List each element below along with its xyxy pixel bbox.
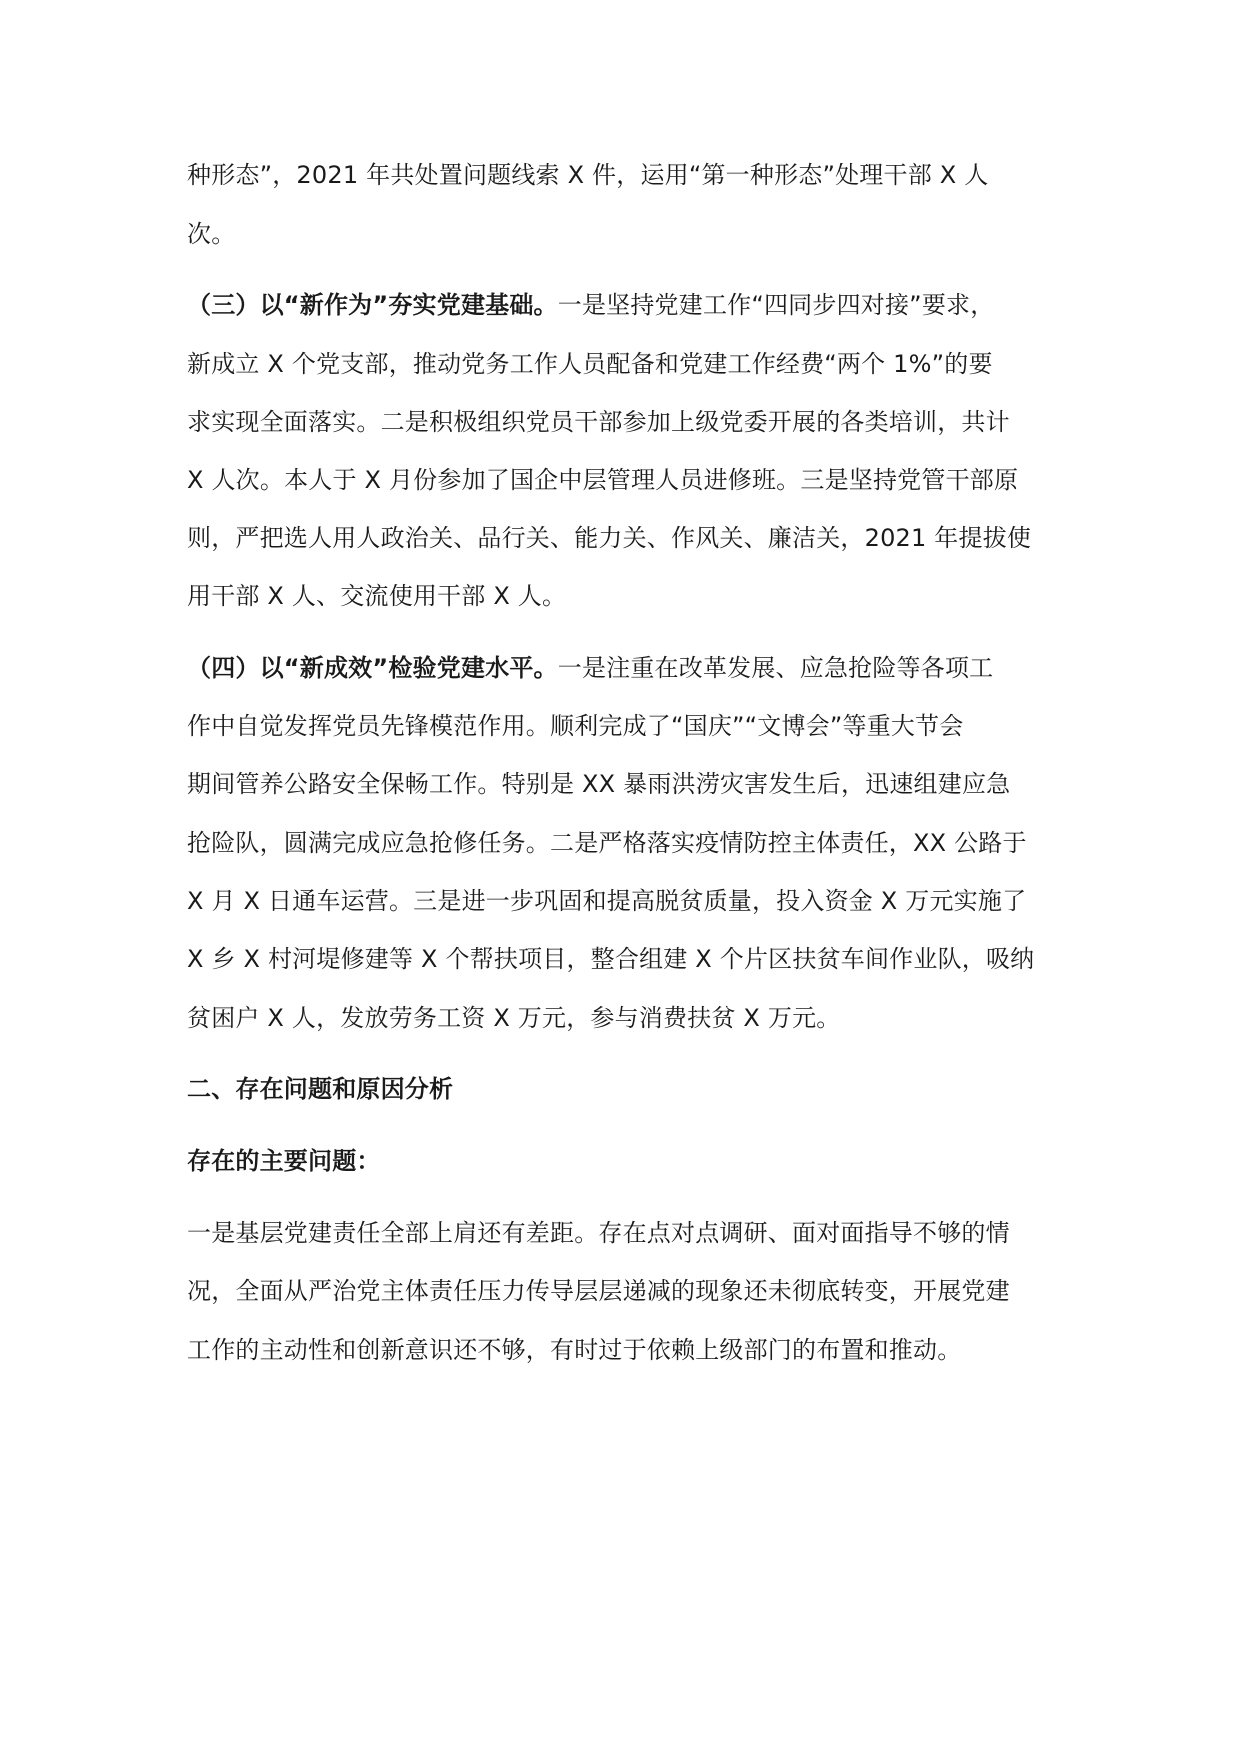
section-two-heading: 二、存在问题和原因分析 bbox=[187, 1075, 454, 1103]
section-four-first-line bbox=[187, 651, 1067, 685]
section-three-first-line-text: 一是坚持党建工作“四同步四对接”要求， bbox=[557, 291, 995, 319]
body-text-line: 一是基层党建责任全部上肩还有差距。存在点对点调研、面对面指导不够的情 bbox=[187, 1219, 1010, 1247]
body-text-line: 新成立 X 个党支部，推动党务工作人员配备和党建工作经费“两个 1%”的要 bbox=[187, 350, 993, 378]
body-text-line: 工作的主动性和创新意识还不够，有时过于依赖上级部门的布置和推动。 bbox=[187, 1336, 962, 1364]
body-text-line: 抢险队，圆满完成应急抢修任务。二是严格落实疫情防控主体责任，XX 公路于 bbox=[187, 829, 1027, 857]
body-text-line: 求实现全面落实。二是积极组织党员干部参加上级党委开展的各类培训，共计 bbox=[187, 408, 1010, 436]
body-text-line: 则，严把选人用人政治关、品行关、能力关、作风关、廉洁关，2021 年提拔使 bbox=[187, 524, 1032, 552]
body-text-line: X 人次。本人于 X 月份参加了国企中层管理人员进修班。三是坚持党管干部原 bbox=[187, 466, 1019, 494]
body-text-line: 况，全面从严治党主体责任压力传导层层递减的现象还未彻底转变，开展党建 bbox=[187, 1277, 1010, 1305]
body-text-line: X 乡 X 村河堤修建等 X 个帮扶项目，整合组建 X 个片区扶贫车间作业队，吸纳 bbox=[187, 945, 1035, 973]
body-text-line: 次。 bbox=[187, 220, 236, 248]
body-text-line: 贫困户 X 人，发放劳务工资 X 万元，参与消费扶贫 X 万元。 bbox=[187, 1004, 841, 1032]
section-three-first-line bbox=[187, 288, 1067, 322]
section-four-first-line-text: 一是注重在改革发展、应急抢险等各项工 bbox=[557, 654, 994, 682]
body-text-line: 种形态”，2021 年共处置问题线索 X 件，运用“第一种形态”处理干部 X 人 bbox=[187, 161, 989, 189]
body-text-line: 期间管养公路安全保畅工作。特别是 XX 暴雨洪涝灾害发生后，迅速组建应急 bbox=[187, 770, 1011, 798]
body-text-line: X 月 X 日通车运营。三是进一步巩固和提高脱贫质量，投入资金 X 万元实施了 bbox=[187, 887, 1027, 915]
main-problems-heading: 存在的主要问题： bbox=[187, 1147, 381, 1175]
body-text-line: 用干部 X 人、交流使用干部 X 人。 bbox=[187, 582, 567, 610]
section-four-heading: （四）以“新成效”检验党建水平。 bbox=[187, 654, 558, 682]
body-text-line: 作中自觉发挥党员先锋模范作用。顺利完成了“国庆”“文博会”等重大节会 bbox=[187, 712, 964, 740]
section-three-heading: （三）以“新作为”夯实党建基础。 bbox=[187, 291, 558, 319]
